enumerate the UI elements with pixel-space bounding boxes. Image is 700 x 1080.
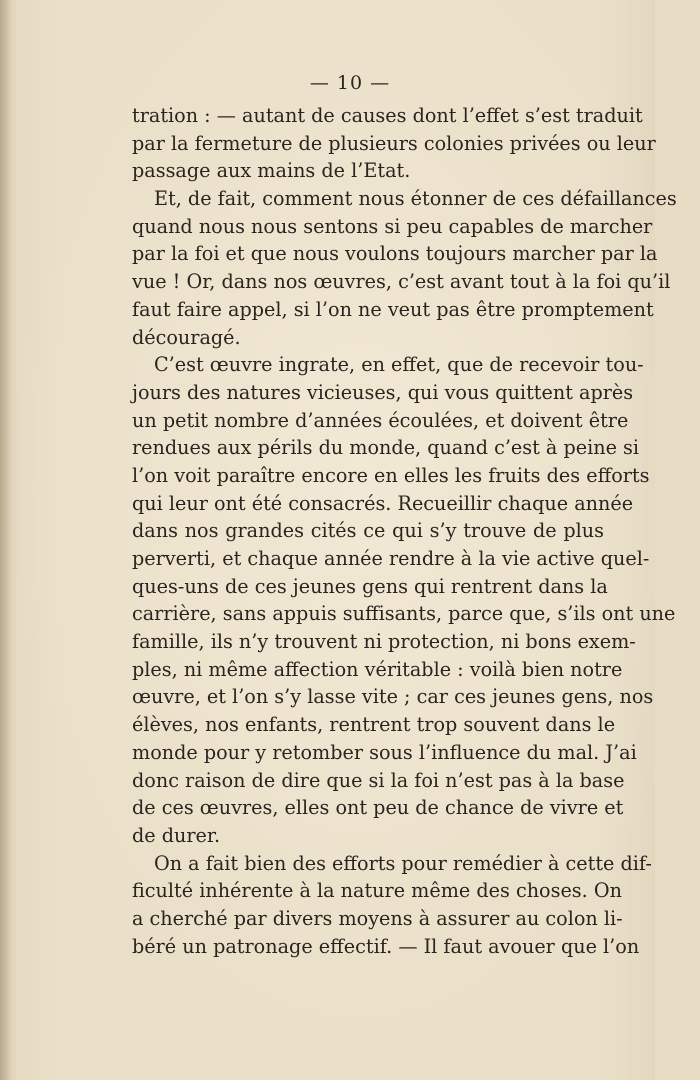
text-line: famille, ils n’y trouvent ni protection, ni bons exem- — [132, 630, 636, 654]
text-line: jours des natures vicieuses, qui vous quittent après — [132, 380, 634, 404]
text-line: vue ! Or, dans nos œuvres, c’est avant tout à la foi qu’il — [132, 270, 671, 294]
text-line: l’on voit paraître encore en elles les fruits des efforts — [132, 463, 650, 487]
text-line: élèves, nos enfants, rentrent trop souvent dans le — [132, 713, 616, 737]
text-line: quand nous nous sentons si peu capables de marcher — [132, 214, 653, 238]
text-line: rendues aux périls du monde, quand c’est à peine si — [132, 436, 640, 460]
text-line: qui leur ont été consacrés. Recueillir chaque année — [132, 491, 634, 515]
text-line: C’est œuvre ingrate, en effet, que de recevoir tou- — [154, 353, 644, 377]
text-line: béré un patronage effectif. — Il faut avouer que l’on — [132, 934, 640, 958]
text-line: donc raison de dire que si la foi n’est pas à la base — [132, 768, 625, 792]
text-line: découragé. — [132, 325, 241, 349]
text-line: de ces œuvres, elles ont peu de chance de vivre et — [132, 796, 624, 820]
text-line: a cherché par divers moyens à assurer au colon li- — [132, 906, 623, 930]
text-line: ficulté inhérente à la nature même des choses. On — [132, 879, 622, 903]
text-line: passage aux mains de l’Etat. — [132, 159, 411, 183]
text-line: Et, de fait, comment nous étonner de ces défaillances — [154, 187, 677, 211]
text-line: dans nos grandes cités ce qui s’y trouve de plus — [132, 519, 604, 543]
text-line: de durer. — [132, 823, 221, 847]
text-line: carrière, sans appuis suffisants, parce que, s’ils ont une — [132, 602, 676, 626]
text-line: monde pour y retomber sous l’influence du mal. J’ai — [132, 740, 637, 764]
text-line: tration : — autant de causes dont l’effet s’est traduit — [132, 104, 643, 127]
text-line: ples, ni même affection véritable : voilà bien notre — [132, 657, 623, 681]
text-line: perverti, et chaque année rendre à la vie active quel- — [132, 547, 650, 570]
text-line: par la fermeture de plusieurs colonies privées ou leur — [132, 131, 656, 155]
text-line: faut faire appel, si l’on ne veut pas être promptement — [132, 297, 654, 321]
text-line: On a fait bien des efforts pour remédier à cette dif- — [154, 851, 652, 875]
body-text — [132, 102, 677, 960]
text-line: par la foi et que nous voulons toujours marcher par la — [132, 242, 658, 266]
text-line: un petit nombre d’années écoulées, et doivent être — [132, 408, 629, 432]
page-number: — 10 — — [309, 72, 391, 94]
text-line: ques-uns de ces jeunes gens qui rentrent dans la — [132, 574, 608, 598]
page-gutter-shadow — [0, 0, 12, 1080]
text-line: œuvre, et l’on s’y lasse vite ; car ces jeunes gens, nos — [132, 685, 654, 709]
